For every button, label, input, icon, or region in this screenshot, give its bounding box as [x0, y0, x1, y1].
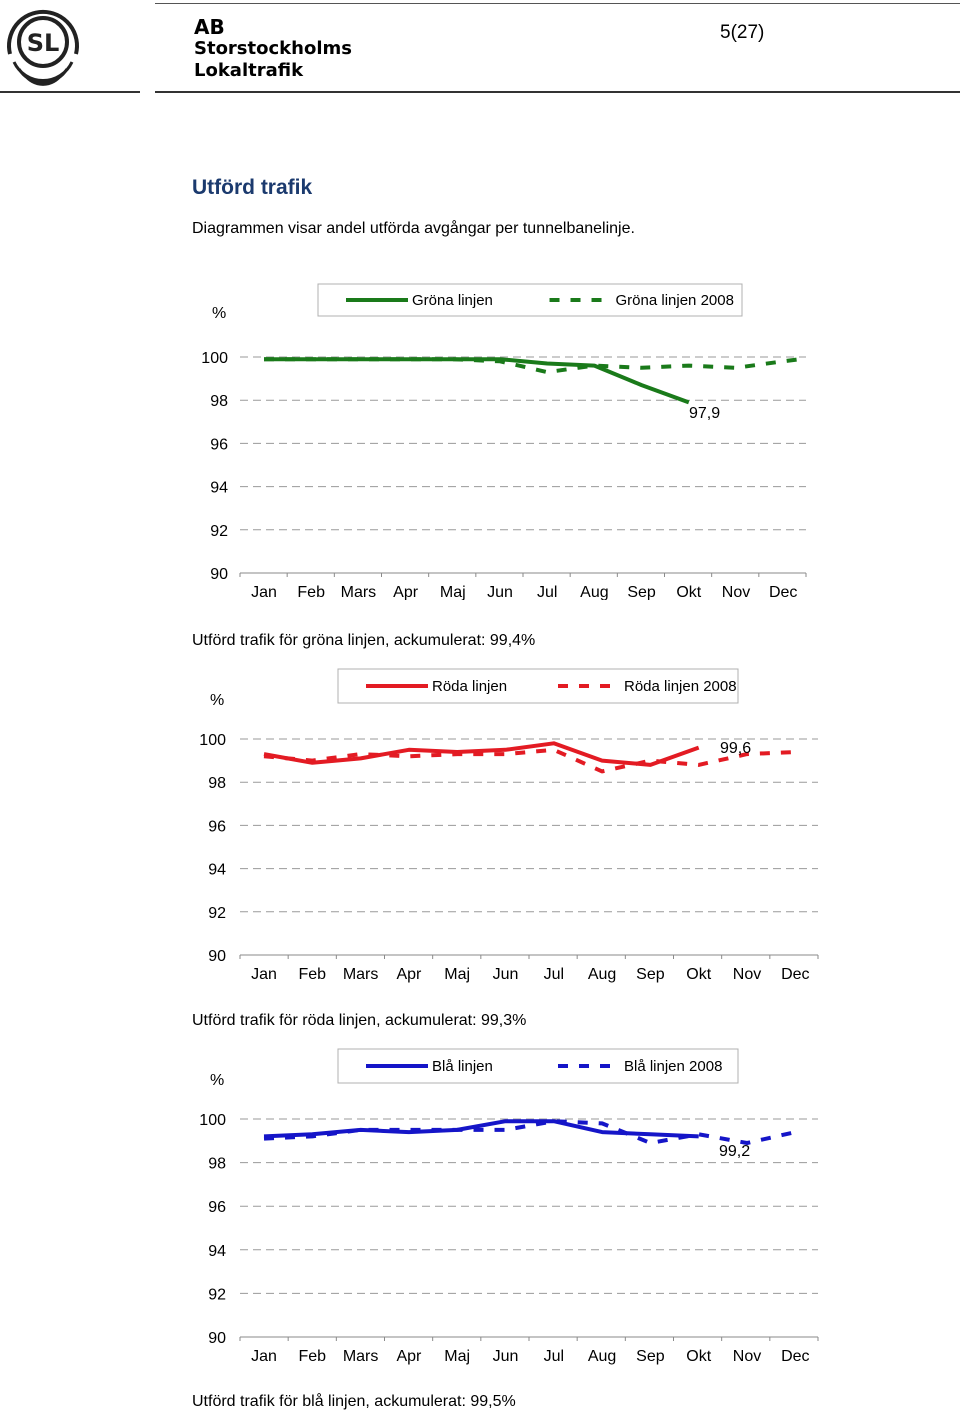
x-tick-label: Mars — [342, 966, 379, 983]
x-tick-label: Okt — [676, 584, 702, 600]
section-title: Utförd trafik — [192, 176, 313, 199]
chart-green-line — [0, 280, 960, 600]
legend-label: Blå linjen 2008 — [624, 1058, 723, 1075]
header-top-rule — [155, 3, 960, 4]
chart-red-caption: Utförd trafik för röda linjen, ackumulerat: 99,3% — [192, 1012, 527, 1029]
legend-label: Röda linjen — [432, 678, 508, 695]
x-tick-label: Feb — [298, 1348, 327, 1365]
y-axis-unit-label: % — [210, 692, 225, 709]
y-tick-label: 94 — [208, 861, 226, 879]
chart-blue-line — [0, 1045, 960, 1375]
x-tick-label: Aug — [587, 966, 617, 983]
data-label-latest: 97,9 — [689, 405, 721, 422]
y-tick-label: 96 — [210, 436, 228, 454]
x-tick-label: Okt — [686, 966, 712, 983]
sl-logo — [2, 4, 84, 86]
section-intro: Diagrammen visar andel utförda avgångar per tunnelbanelinje. — [192, 220, 635, 237]
chart-green-caption: Utförd trafik för gröna linjen, ackumulerat: 99,4% — [192, 632, 536, 649]
x-tick-label: Dec — [781, 966, 810, 983]
logo-text: SL — [26, 29, 60, 57]
chart-green-svg — [0, 280, 960, 600]
y-tick-label: 100 — [199, 732, 226, 749]
company-line-3: Lokaltrafik — [194, 60, 304, 81]
x-tick-label: Aug — [587, 1348, 617, 1365]
sl-logo-icon — [2, 4, 84, 86]
y-tick-label: 100 — [199, 1112, 226, 1129]
data-label-latest: 99,6 — [720, 740, 752, 757]
chart-red-line — [0, 665, 960, 995]
legend-label: Röda linjen 2008 — [624, 678, 737, 695]
x-tick-label: Apr — [396, 966, 422, 983]
x-tick-label: Feb — [298, 966, 327, 983]
x-tick-label: Maj — [444, 966, 471, 983]
y-tick-label: 100 — [201, 350, 228, 367]
x-tick-label: Nov — [721, 584, 751, 600]
legend-label: Gröna linjen 2008 — [615, 292, 734, 309]
x-tick-label: Dec — [768, 584, 798, 600]
x-tick-label: Jan — [251, 584, 277, 600]
x-tick-label: Jun — [487, 584, 513, 600]
chart-red-svg — [0, 665, 960, 995]
y-tick-label: 96 — [208, 818, 226, 836]
x-tick-label: Dec — [781, 1348, 810, 1365]
y-tick-label: 94 — [208, 1242, 226, 1260]
legend-label: Blå linjen — [432, 1058, 493, 1075]
x-tick-label: Jan — [251, 1348, 277, 1365]
y-tick-label: 90 — [208, 948, 226, 965]
y-tick-label: 92 — [210, 522, 228, 540]
y-tick-label: 90 — [210, 566, 228, 583]
header-rule-right — [155, 91, 960, 93]
x-tick-label: Mars — [340, 584, 377, 600]
x-tick-label: Feb — [297, 584, 325, 600]
company-line-1: AB — [194, 15, 225, 39]
x-tick-label: Apr — [396, 1348, 422, 1365]
chart-blue-caption: Utförd trafik för blå linjen, ackumulerat: 99,5% — [192, 1393, 516, 1410]
x-tick-label: Jul — [536, 584, 558, 600]
y-axis-unit-label: % — [212, 305, 227, 322]
header-rule-left — [0, 91, 140, 93]
page-number: 5(27) — [720, 22, 765, 43]
x-tick-label: Nov — [732, 1348, 762, 1365]
y-tick-label: 98 — [210, 393, 228, 411]
x-tick-label: Maj — [439, 584, 466, 600]
y-tick-label: 98 — [208, 1155, 226, 1173]
x-tick-label: Maj — [444, 1348, 471, 1365]
y-axis-unit-label: % — [210, 1072, 225, 1089]
x-tick-label: Jun — [492, 1348, 519, 1365]
x-tick-label: Sep — [627, 584, 656, 600]
legend-label: Gröna linjen — [412, 292, 493, 309]
x-tick-label: Jan — [251, 966, 277, 983]
x-tick-label: Jun — [492, 966, 519, 983]
x-tick-label: Aug — [580, 584, 609, 600]
chart-blue-svg — [0, 1045, 960, 1375]
y-tick-label: 98 — [208, 775, 226, 793]
y-tick-label: 96 — [208, 1199, 226, 1217]
y-tick-label: 94 — [210, 479, 228, 497]
x-tick-label: Sep — [636, 966, 665, 983]
x-tick-label: Jul — [543, 966, 565, 983]
y-tick-label: 92 — [208, 904, 226, 922]
x-tick-label: Apr — [393, 584, 419, 600]
company-name — [194, 16, 352, 82]
x-tick-label: Mars — [342, 1348, 379, 1365]
x-tick-label: Okt — [686, 1348, 712, 1365]
data-label-latest: 99,2 — [719, 1143, 751, 1160]
x-tick-label: Sep — [636, 1348, 665, 1365]
y-tick-label: 92 — [208, 1286, 226, 1304]
x-tick-label: Nov — [732, 966, 762, 983]
company-line-2: Storstockholms — [194, 38, 352, 59]
x-tick-label: Jul — [543, 1348, 565, 1365]
y-tick-label: 90 — [208, 1330, 226, 1347]
